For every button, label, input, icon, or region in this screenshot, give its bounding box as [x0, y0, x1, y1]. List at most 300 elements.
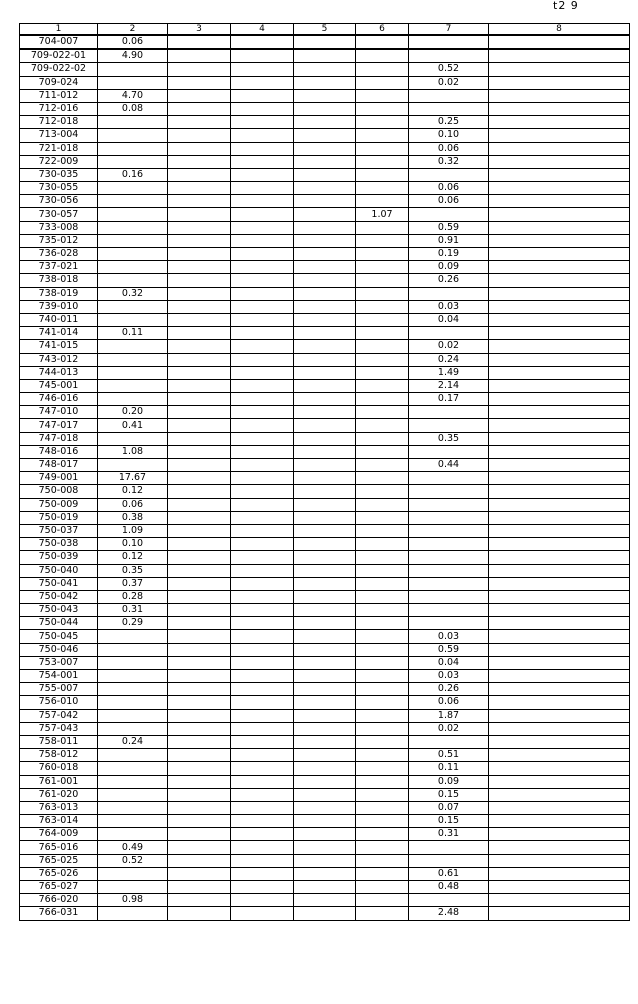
row-id-cell: 765-016 — [20, 841, 98, 854]
table-row — [20, 722, 630, 735]
value-cell — [356, 722, 409, 735]
value-cell — [489, 35, 630, 49]
row-id-cell: 750-042 — [20, 590, 98, 603]
table-row — [20, 472, 630, 485]
value-cell — [409, 551, 489, 564]
value-cell — [168, 538, 231, 551]
table-row — [20, 683, 630, 696]
value-cell — [294, 656, 356, 669]
table-row — [20, 76, 630, 89]
row-id-cell: 750-041 — [20, 577, 98, 590]
value-cell: 4.70 — [98, 89, 168, 102]
table-row — [20, 775, 630, 788]
value-cell: 0.09 — [409, 261, 489, 274]
value-cell — [294, 828, 356, 841]
value-cell — [294, 722, 356, 735]
header-row — [20, 24, 630, 36]
row-id-cell: 721-018 — [20, 142, 98, 155]
value-cell: 0.04 — [409, 656, 489, 669]
value-cell — [356, 379, 409, 392]
value-cell — [98, 379, 168, 392]
value-cell — [168, 419, 231, 432]
value-cell — [294, 300, 356, 313]
row-id-cell: 745-001 — [20, 379, 98, 392]
value-cell — [489, 854, 630, 867]
row-id-cell: 730-056 — [20, 195, 98, 208]
value-cell — [294, 683, 356, 696]
value-cell — [356, 366, 409, 379]
row-id-cell: 754-001 — [20, 670, 98, 683]
value-cell — [231, 168, 294, 181]
value-cell — [231, 670, 294, 683]
row-id-cell: 709-022-02 — [20, 63, 98, 76]
value-cell — [231, 406, 294, 419]
value-cell — [489, 762, 630, 775]
value-cell — [489, 683, 630, 696]
value-cell — [489, 604, 630, 617]
value-cell — [294, 419, 356, 432]
value-cell — [294, 854, 356, 867]
value-cell — [231, 762, 294, 775]
value-cell — [231, 551, 294, 564]
value-cell — [409, 511, 489, 524]
value-cell: 0.20 — [98, 406, 168, 419]
value-cell — [294, 155, 356, 168]
value-cell: 0.41 — [98, 419, 168, 432]
value-cell — [409, 49, 489, 63]
value-cell — [168, 722, 231, 735]
table-row — [20, 604, 630, 617]
value-cell — [489, 393, 630, 406]
value-cell: 0.10 — [409, 129, 489, 142]
value-cell — [489, 841, 630, 854]
table-row — [20, 485, 630, 498]
value-cell — [168, 459, 231, 472]
value-cell: 1.07 — [356, 208, 409, 221]
value-cell: 0.11 — [98, 327, 168, 340]
value-cell — [356, 353, 409, 366]
value-cell — [409, 445, 489, 458]
value-cell — [489, 749, 630, 762]
value-cell — [356, 867, 409, 880]
value-cell — [231, 498, 294, 511]
table-row — [20, 208, 630, 221]
value-cell: 0.25 — [409, 116, 489, 129]
value-cell — [168, 287, 231, 300]
value-cell — [489, 261, 630, 274]
value-cell: 0.12 — [98, 485, 168, 498]
value-cell — [168, 366, 231, 379]
value-cell — [231, 327, 294, 340]
value-cell — [168, 116, 231, 129]
value-cell: 2.14 — [409, 379, 489, 392]
value-cell — [98, 340, 168, 353]
value-cell — [231, 867, 294, 880]
value-cell — [231, 300, 294, 313]
table-row — [20, 300, 630, 313]
value-cell — [489, 551, 630, 564]
value-cell — [489, 155, 630, 168]
value-cell: 0.17 — [409, 393, 489, 406]
value-cell — [356, 63, 409, 76]
value-cell — [489, 630, 630, 643]
value-cell: 0.38 — [98, 511, 168, 524]
value-cell — [294, 498, 356, 511]
value-cell — [231, 590, 294, 603]
value-cell — [294, 116, 356, 129]
value-cell: 0.31 — [98, 604, 168, 617]
row-id-cell: 730-035 — [20, 168, 98, 181]
row-id-cell: 765-027 — [20, 881, 98, 894]
value-cell — [356, 261, 409, 274]
value-cell — [489, 643, 630, 656]
table-row — [20, 762, 630, 775]
value-cell: 0.32 — [98, 287, 168, 300]
table-row — [20, 670, 630, 683]
value-cell — [231, 643, 294, 656]
value-cell — [294, 49, 356, 63]
row-id-cell: 766-020 — [20, 894, 98, 907]
value-cell — [356, 485, 409, 498]
value-cell — [489, 907, 630, 920]
row-id-cell: 730-057 — [20, 208, 98, 221]
value-cell — [231, 353, 294, 366]
value-cell — [98, 63, 168, 76]
value-cell — [231, 604, 294, 617]
column-header: 6 — [356, 24, 409, 36]
table-row — [20, 696, 630, 709]
value-cell: 0.24 — [409, 353, 489, 366]
table-row — [20, 287, 630, 300]
value-cell — [231, 709, 294, 722]
value-cell — [231, 735, 294, 748]
column-header: 1 — [20, 24, 98, 36]
row-id-cell: 733-008 — [20, 221, 98, 234]
value-cell — [356, 788, 409, 801]
value-cell — [356, 749, 409, 762]
table-row — [20, 551, 630, 564]
row-id-cell: 750-019 — [20, 511, 98, 524]
table-row — [20, 498, 630, 511]
value-cell: 0.06 — [409, 696, 489, 709]
value-cell — [356, 393, 409, 406]
value-cell — [489, 801, 630, 814]
row-id-cell: 712-018 — [20, 116, 98, 129]
value-cell — [489, 538, 630, 551]
value-cell — [409, 208, 489, 221]
value-cell — [356, 656, 409, 669]
row-id-cell: 764-009 — [20, 828, 98, 841]
value-cell — [294, 327, 356, 340]
table-row — [20, 274, 630, 287]
table-row — [20, 749, 630, 762]
value-cell — [168, 353, 231, 366]
row-id-cell: 763-014 — [20, 815, 98, 828]
value-cell — [168, 604, 231, 617]
value-cell — [294, 459, 356, 472]
row-id-cell: 748-017 — [20, 459, 98, 472]
row-id-cell: 755-007 — [20, 683, 98, 696]
value-cell — [356, 432, 409, 445]
row-id-cell: 750-009 — [20, 498, 98, 511]
value-cell — [168, 788, 231, 801]
value-cell — [409, 168, 489, 181]
value-cell — [98, 762, 168, 775]
value-cell — [409, 35, 489, 49]
value-cell — [356, 538, 409, 551]
value-cell — [294, 102, 356, 115]
value-cell — [231, 894, 294, 907]
value-cell — [168, 274, 231, 287]
value-cell — [489, 248, 630, 261]
value-cell: 0.07 — [409, 801, 489, 814]
value-cell — [294, 696, 356, 709]
row-id-cell: 753-007 — [20, 656, 98, 669]
value-cell — [356, 907, 409, 920]
value-cell — [231, 445, 294, 458]
value-cell — [168, 524, 231, 537]
value-cell — [294, 617, 356, 630]
value-cell — [294, 867, 356, 880]
value-cell — [356, 459, 409, 472]
value-cell — [489, 459, 630, 472]
value-cell — [168, 643, 231, 656]
value-cell — [489, 881, 630, 894]
value-cell — [294, 894, 356, 907]
value-cell — [168, 49, 231, 63]
table-row — [20, 406, 630, 419]
value-cell — [98, 749, 168, 762]
value-cell — [294, 604, 356, 617]
value-cell — [231, 393, 294, 406]
row-id-cell: 750-044 — [20, 617, 98, 630]
value-cell — [356, 168, 409, 181]
value-cell — [98, 221, 168, 234]
table-row — [20, 801, 630, 814]
value-cell: 0.16 — [98, 168, 168, 181]
value-cell — [489, 406, 630, 419]
value-cell — [98, 274, 168, 287]
value-cell — [294, 353, 356, 366]
value-cell — [356, 49, 409, 63]
value-cell — [98, 867, 168, 880]
value-cell — [98, 208, 168, 221]
value-cell: 0.49 — [98, 841, 168, 854]
value-cell — [294, 670, 356, 683]
value-cell — [356, 300, 409, 313]
value-cell — [98, 182, 168, 195]
value-cell — [231, 63, 294, 76]
value-cell — [294, 340, 356, 353]
value-cell — [98, 459, 168, 472]
value-cell — [409, 472, 489, 485]
table-row — [20, 459, 630, 472]
value-cell — [409, 735, 489, 748]
value-cell — [168, 379, 231, 392]
value-cell — [168, 182, 231, 195]
value-cell — [489, 775, 630, 788]
value-cell: 0.11 — [409, 762, 489, 775]
value-cell: 0.06 — [409, 142, 489, 155]
value-cell — [489, 102, 630, 115]
value-cell — [231, 261, 294, 274]
value-cell — [356, 590, 409, 603]
value-cell — [231, 815, 294, 828]
row-id-cell: 750-046 — [20, 643, 98, 656]
value-cell — [98, 683, 168, 696]
row-id-cell: 766-031 — [20, 907, 98, 920]
value-cell: 0.59 — [409, 643, 489, 656]
value-cell: 0.52 — [98, 854, 168, 867]
value-cell — [168, 590, 231, 603]
value-cell — [168, 234, 231, 247]
value-cell — [356, 406, 409, 419]
value-cell: 0.15 — [409, 788, 489, 801]
value-cell: 0.52 — [409, 63, 489, 76]
value-cell — [231, 524, 294, 537]
value-cell: 0.02 — [409, 76, 489, 89]
value-cell — [489, 300, 630, 313]
table-row — [20, 445, 630, 458]
value-cell — [98, 300, 168, 313]
value-cell: 1.08 — [98, 445, 168, 458]
value-cell — [294, 788, 356, 801]
row-id-cell: 712-016 — [20, 102, 98, 115]
value-cell — [409, 894, 489, 907]
value-cell — [356, 577, 409, 590]
value-cell — [294, 221, 356, 234]
value-cell — [356, 445, 409, 458]
row-id-cell: 747-010 — [20, 406, 98, 419]
value-cell — [409, 538, 489, 551]
value-cell — [231, 274, 294, 287]
row-id-cell: 743-012 — [20, 353, 98, 366]
table-row — [20, 656, 630, 669]
value-cell — [168, 485, 231, 498]
row-id-cell: 765-026 — [20, 867, 98, 880]
value-cell — [409, 485, 489, 498]
value-cell — [294, 511, 356, 524]
value-cell — [409, 419, 489, 432]
row-id-cell: 750-039 — [20, 551, 98, 564]
value-cell — [168, 511, 231, 524]
value-cell — [356, 102, 409, 115]
value-cell: 0.37 — [98, 577, 168, 590]
value-cell — [168, 300, 231, 313]
value-cell — [294, 735, 356, 748]
value-cell — [489, 366, 630, 379]
table-row — [20, 221, 630, 234]
value-cell — [356, 604, 409, 617]
value-cell — [231, 129, 294, 142]
value-cell — [168, 907, 231, 920]
column-header: 7 — [409, 24, 489, 36]
row-id-cell: 750-037 — [20, 524, 98, 537]
value-cell — [356, 709, 409, 722]
value-cell — [168, 261, 231, 274]
row-id-cell: 750-040 — [20, 564, 98, 577]
value-cell — [294, 142, 356, 155]
table-row — [20, 815, 630, 828]
value-cell — [489, 511, 630, 524]
value-cell — [168, 775, 231, 788]
value-cell — [231, 313, 294, 326]
value-cell — [489, 524, 630, 537]
value-cell — [409, 577, 489, 590]
value-cell — [294, 551, 356, 564]
value-cell — [489, 168, 630, 181]
table-row — [20, 590, 630, 603]
value-cell — [356, 511, 409, 524]
table-row — [20, 313, 630, 326]
value-cell — [489, 379, 630, 392]
column-header: 2 — [98, 24, 168, 36]
value-cell — [168, 472, 231, 485]
value-cell — [489, 894, 630, 907]
value-cell: 0.48 — [409, 881, 489, 894]
value-cell — [231, 854, 294, 867]
table-row — [20, 788, 630, 801]
table-row — [20, 155, 630, 168]
value-cell: 0.51 — [409, 749, 489, 762]
row-id-cell: 741-015 — [20, 340, 98, 353]
value-cell — [409, 524, 489, 537]
value-cell — [489, 208, 630, 221]
value-cell — [356, 894, 409, 907]
row-id-cell: 757-043 — [20, 722, 98, 735]
value-cell — [356, 340, 409, 353]
table-row — [20, 89, 630, 102]
row-id-cell: 736-028 — [20, 248, 98, 261]
value-cell — [168, 208, 231, 221]
value-cell — [168, 762, 231, 775]
value-cell: 0.31 — [409, 828, 489, 841]
value-cell — [98, 696, 168, 709]
row-id-cell: 735-012 — [20, 234, 98, 247]
value-cell: 0.24 — [98, 735, 168, 748]
value-cell — [231, 630, 294, 643]
value-cell: 0.26 — [409, 683, 489, 696]
value-cell: 0.03 — [409, 670, 489, 683]
value-cell — [231, 340, 294, 353]
row-id-cell: 758-011 — [20, 735, 98, 748]
value-cell: 0.44 — [409, 459, 489, 472]
value-cell — [409, 102, 489, 115]
value-cell — [168, 749, 231, 762]
value-cell — [168, 142, 231, 155]
value-cell — [409, 498, 489, 511]
value-cell — [409, 564, 489, 577]
value-cell — [168, 854, 231, 867]
value-cell — [231, 366, 294, 379]
table-row — [20, 735, 630, 748]
value-cell — [231, 577, 294, 590]
table-row — [20, 432, 630, 445]
value-cell — [489, 63, 630, 76]
value-cell: 0.35 — [409, 432, 489, 445]
table-row — [20, 894, 630, 907]
value-cell — [489, 828, 630, 841]
value-cell — [231, 656, 294, 669]
column-header: 4 — [231, 24, 294, 36]
value-cell — [168, 340, 231, 353]
value-cell — [98, 722, 168, 735]
row-id-cell: 763-013 — [20, 801, 98, 814]
value-cell — [168, 89, 231, 102]
value-cell — [168, 195, 231, 208]
value-cell — [356, 234, 409, 247]
value-cell — [356, 643, 409, 656]
